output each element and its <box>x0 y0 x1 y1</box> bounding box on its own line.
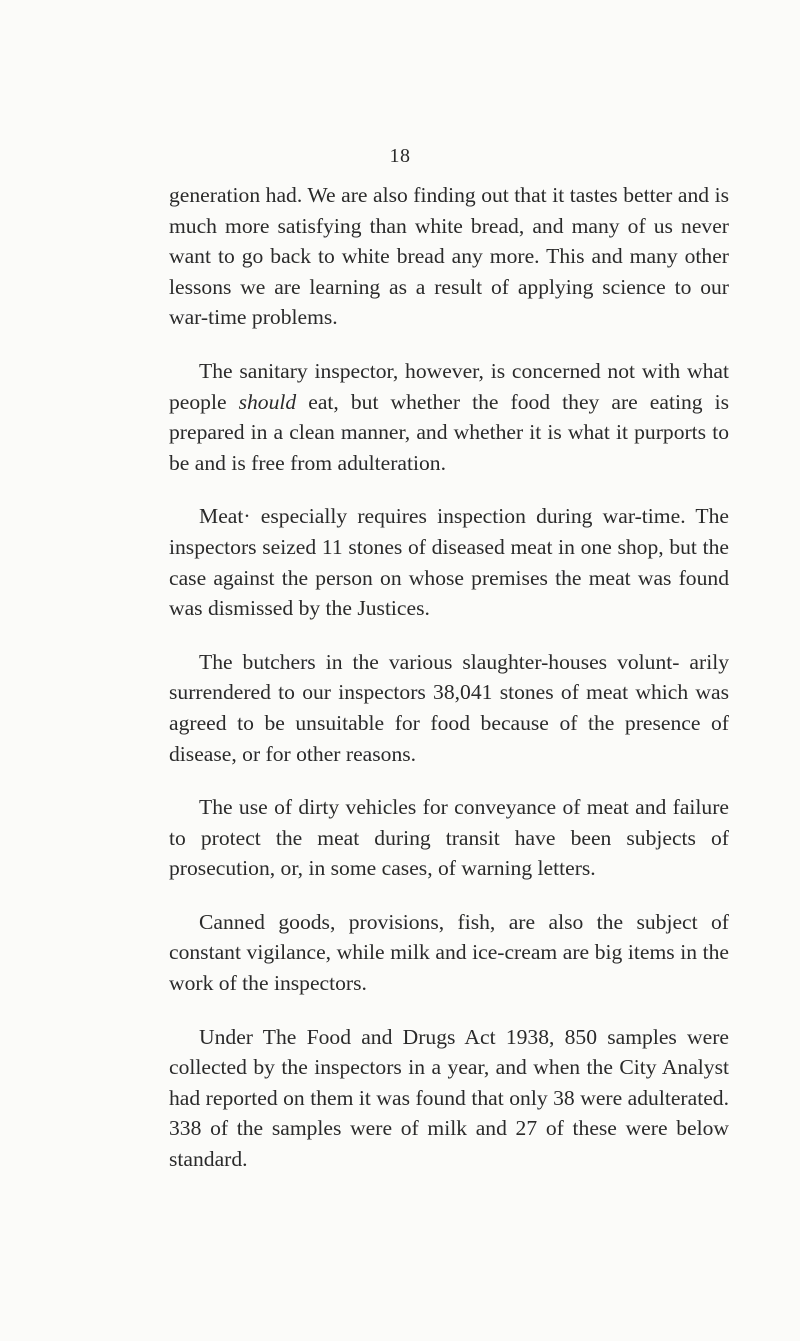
paragraph-text-after: eat, but whether the food they are eating is prepared in a clean manner, and whether it is what it purports to be and is free from adulteration. <box>169 389 729 475</box>
paragraph-butchers: The butchers in the various slaughter-houses volunt- arily surrendered to our inspectors 38,041 stones of meat which was agreed to be unsuitable for food because of the presence of disease, or for other reasons. <box>169 649 729 766</box>
body-text <box>169 180 729 1198</box>
paragraph-food-drugs-act: Under The Food and Drugs Act 1938, 850 samples were collected by the inspectors in a year, and when the City Analyst had reported on them it was found that only 38 were adulterated. 338 of the samples were of milk and 27 of these were below standard. <box>169 1024 729 1172</box>
paragraph-dirty-vehicles: The use of dirty vehicles for conveyance of meat and failure to protect the meat during transit have been subjects of prosecution, or, in some cases, of warning letters. <box>169 795 729 881</box>
page-number: 18 <box>389 145 411 167</box>
paragraph-canned-goods: Canned goods, provisions, fish, are also the subject of constant vigilance, while milk and ice-cream are big items in the work of the inspectors. <box>169 909 729 996</box>
paragraph-bread-lessons: generation had. We are also finding out that it tastes better and is much more satisfying than white bread, and many of us never want to go back to white bread any more. This and many other lessons we are learning as a result of applying science to our war-time problems. <box>169 183 729 330</box>
paragraph-meat-inspection: Meat· especially requires inspection during war-time. The inspectors seized 11 stones of diseased meat in one shop, but the case against the person on whose premises the meat was found was dismissed by the Justices. <box>169 504 729 621</box>
emphasized-word: should <box>238 389 297 414</box>
paragraph-text-before: The sanitary inspector, however, is concerned not with what people <box>169 358 729 414</box>
paragraph-sanitary-inspector <box>169 356 729 478</box>
